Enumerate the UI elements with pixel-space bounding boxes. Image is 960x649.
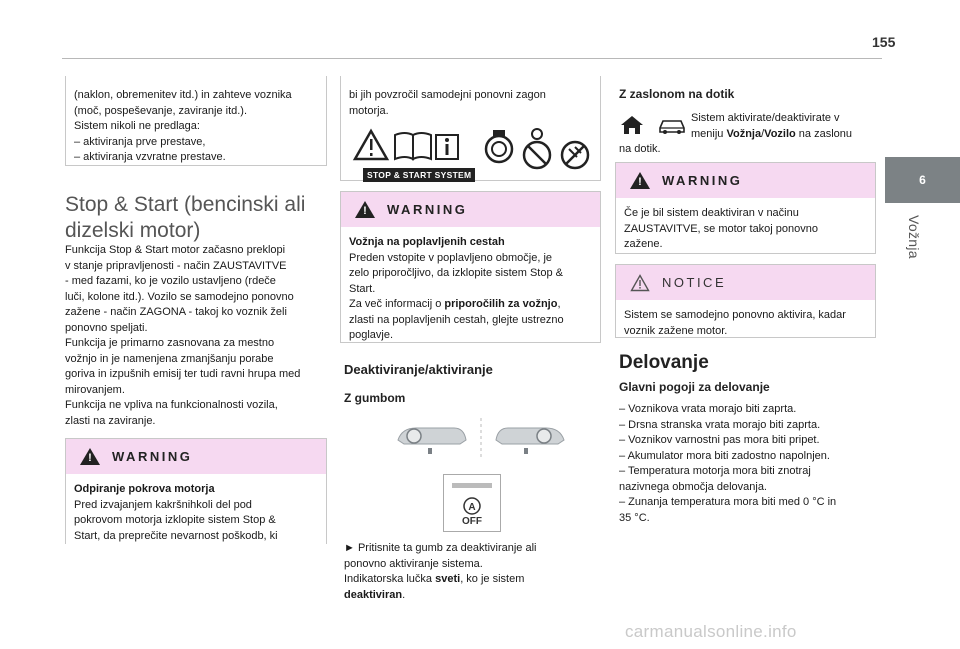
button-instructions	[344, 541, 599, 603]
stop-start-off-button[interactable]	[443, 474, 501, 532]
conditions-subheading: Glavni pogoji za delovanje	[619, 380, 770, 394]
touchscreen-text	[691, 111, 881, 142]
box-line: motorja.	[349, 104, 389, 117]
notice-triangle-icon	[630, 274, 650, 292]
menu-separator: /	[761, 127, 765, 140]
body-line: Funkcija Stop & Start motor začasno preklopi	[65, 244, 286, 256]
body-line: - med fazami, ko je vozilo ustavljeno (rdeče	[65, 275, 276, 287]
body-line: zažene - način ZAGONA - takoj ko voznik želi	[65, 306, 287, 318]
warning-triangle-icon: !	[80, 448, 100, 465]
warning-label: WARNING	[387, 202, 468, 217]
instruction-line	[344, 572, 599, 588]
warning-line: poglavje.	[349, 329, 394, 341]
menu-name: Vožnja	[726, 127, 762, 140]
warning-box	[340, 191, 601, 343]
body-line: Funkcija je primarno zasnovana za mestno	[65, 337, 275, 349]
notice-line: Sistem se samodejno ponovno aktivira, kadar	[624, 309, 846, 321]
warning-label: WARNING	[112, 449, 193, 464]
button-indicator-light	[452, 483, 492, 488]
instruction-line: ponovno aktiviranje sistema.	[344, 557, 483, 570]
body-line: luči, kolone itd.). Vozilo se samodejno ponovno	[65, 290, 294, 303]
warning-label: WARNING	[662, 173, 743, 188]
page-number: 155	[872, 34, 896, 50]
list-item: – Voznikov varnostni pas mora biti pripet.	[619, 434, 820, 446]
warning-body	[66, 474, 326, 550]
touchscreen-line: Sistem aktivirate/deaktivirate v	[691, 112, 840, 124]
button-subheading: Z gumbom	[344, 391, 406, 405]
body-line: ponovno speljati.	[65, 321, 148, 334]
stop-start-symbols-figure	[349, 127, 593, 185]
warning-title: Odpiranje pokrova motorja	[74, 483, 215, 495]
warning-triangle-icon: !	[630, 172, 650, 189]
warning-box	[615, 162, 876, 254]
warning-header	[616, 163, 875, 198]
instruction-text: .	[402, 588, 406, 601]
warning-body	[341, 227, 600, 350]
chapter-label: Vožnja	[906, 215, 922, 259]
list-item: – Zunanja temperatura mora biti med 0 °C in	[619, 496, 837, 508]
svg-text:A: A	[468, 502, 476, 513]
warning-box	[65, 438, 327, 544]
list-item: nazivnega območja delovanja.	[619, 480, 767, 493]
warning-header	[341, 192, 600, 227]
warning-line: Pred izvajanjem kakršnihkoli del pod	[74, 498, 252, 511]
menu-name: Vozilo	[764, 127, 796, 140]
box-line: Sistem nikoli ne predlaga:	[74, 120, 200, 132]
box-line: – aktiviranja prve prestave,	[74, 135, 206, 148]
heading-line: dizelski motor)	[65, 219, 201, 242]
dashboard-layout-icon	[394, 418, 568, 458]
instruction-line: ► Pritisnite ta gumb za deaktiviranje ali	[344, 542, 537, 554]
warning-line: zlasti na poplavljenih cestah, glejte ustrezno	[349, 313, 564, 326]
continued-text-box	[65, 76, 327, 166]
warning-line: pokrovom motorja izklopite sistem Stop &	[74, 514, 276, 526]
instruction-line	[344, 588, 599, 604]
body-line: vožnjo in je namenjena zmanjšanju porabe	[65, 352, 274, 365]
touchscreen-line	[691, 127, 881, 143]
notice-box	[615, 264, 876, 338]
list-item: – Temperatura motorja mora biti znotraj	[619, 465, 811, 477]
instruction-text: , ko je sistem	[460, 573, 525, 585]
top-rule	[62, 58, 882, 59]
warning-line: Start, da preprečite nevarnost poškodb, ki	[74, 529, 278, 542]
warning-line: zažene.	[624, 238, 663, 250]
notice-header	[616, 265, 875, 300]
list-item: – Akumulator mora biti zadostno napolnjen.	[619, 449, 830, 462]
notice-label: NOTICE	[662, 275, 727, 290]
warning-triangle-icon: !	[355, 201, 375, 218]
box-line: – aktiviranja vzvratne prestave.	[74, 151, 226, 163]
warning-line	[349, 297, 592, 313]
heading-line: Stop & Start (bencinski ali	[65, 193, 306, 216]
warning-line: ZAUSTAVITVE, se motor takoj ponovno	[624, 222, 819, 235]
touchscreen-line: na dotik.	[619, 143, 661, 155]
notice-body	[616, 300, 875, 345]
body-line: v stanje pripravljenosti - način ZAUSTAVITVE	[65, 259, 287, 272]
body-line: zlasti na zaviranje.	[65, 414, 156, 427]
off-label: OFF	[462, 516, 482, 527]
stop-start-body	[65, 243, 327, 429]
list-item: – Voznikova vrata morajo biti zaprta.	[619, 403, 797, 415]
instruction-bold: sveti	[435, 573, 461, 585]
box-line: (naklon, obremenitev itd.) in zahteve voznika	[74, 89, 292, 101]
warning-line: Preden vstopite v poplavljeno območje, je	[349, 251, 553, 264]
auto-a-icon	[462, 496, 482, 516]
touchscreen-subheading: Z zaslonom na dotik	[619, 87, 735, 101]
touchscreen-text-part: na zaslonu	[795, 127, 853, 140]
warning-line: Če je bil sistem deaktiviran v načinu	[624, 207, 799, 219]
box-line: (moč, pospeševanje, zaviranje itd.).	[74, 104, 248, 117]
deactivation-heading: Deaktiviranje/aktiviranje	[344, 362, 493, 377]
operation-heading: Delovanje	[619, 352, 709, 373]
warning-text: Za več informacij o	[349, 298, 445, 310]
watermark: carmanualsonline.info	[625, 622, 797, 641]
stop-start-system-label: STOP & START SYSTEM	[363, 168, 475, 182]
touchscreen-text-part: meniju	[691, 127, 727, 140]
warning-line: Start.	[349, 282, 376, 295]
conditions-list	[619, 402, 875, 526]
warning-line: zelo priporočljivo, da izklopite sistem Stop &	[349, 267, 563, 279]
chapter-tab[interactable]: 6	[885, 157, 960, 203]
continued-text-box	[340, 76, 601, 181]
vehicle-icon	[657, 116, 687, 136]
box-line: bi jih povzročil samodejni ponovni zagon	[349, 89, 546, 101]
instruction-text: Indikatorska lučka	[344, 573, 436, 585]
stop-start-heading	[65, 192, 327, 244]
body-line: Funkcija ne vpliva na funkcionalnosti vozila,	[65, 399, 278, 411]
body-line: goriva in izpušnih emisij ter tudi ravni hrupa med	[65, 368, 301, 380]
instruction-bold: deaktiviran	[344, 588, 403, 601]
home-icon	[619, 114, 645, 136]
warning-body	[616, 198, 875, 259]
warning-link-text: priporočilih za vožnjo	[444, 298, 558, 310]
warning-title: Vožnja na poplavljenih cestah	[349, 236, 505, 248]
notice-line: voznik zažene motor.	[624, 324, 728, 337]
list-item: 35 °C.	[619, 511, 650, 524]
warning-header	[66, 439, 326, 474]
list-item: – Drsna stranska vrata morajo biti zaprta.	[619, 418, 821, 431]
body-line: mirovanjem.	[65, 383, 125, 396]
warning-text: ,	[557, 298, 561, 310]
